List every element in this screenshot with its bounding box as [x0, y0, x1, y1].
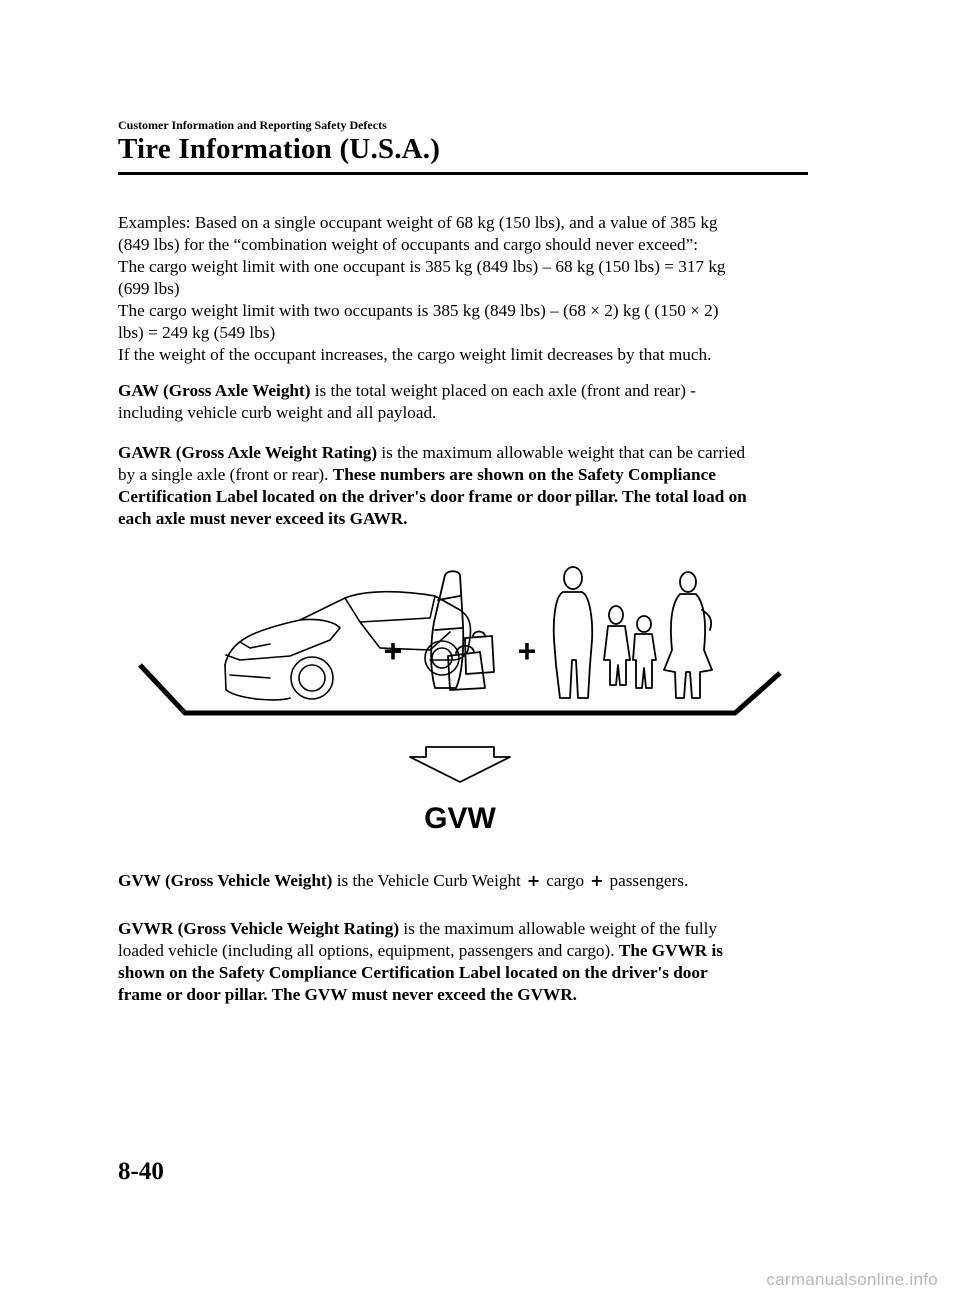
gvw-label: GVW: [424, 802, 496, 835]
gvw-illustration: [130, 560, 790, 845]
gvw-desc-b: cargo: [546, 871, 585, 890]
plus-sign-1: +: [383, 633, 403, 669]
examples-line-5: The cargo weight limit with two occupants is 385 kg (849 lbs) – (68 × 2) kg ( (150 × 2): [118, 301, 719, 320]
plus-sign-2: +: [517, 633, 537, 669]
gvwr-block: [118, 918, 813, 1006]
section-header: Customer Information and Reporting Safety Defects: [118, 118, 387, 132]
examples-line-3: The cargo weight limit with one occupant is 385 kg (849 lbs) – 68 kg (150 lbs) = 317 kg: [118, 257, 726, 276]
gvwr-desc-1: is the maximum allowable weight of the fully: [399, 919, 717, 938]
gvwr-line-2: [118, 940, 813, 962]
gawr-desc-2: by a single axle (front or rear).: [118, 465, 333, 484]
gvw-block: [118, 870, 813, 892]
gawr-line-3: Certification Label located on the driver's door frame or door pillar. The total load on: [118, 487, 747, 506]
gvw-line-1: [118, 870, 813, 892]
family-illustration-icon: [554, 567, 712, 698]
luggage-illustration-icon: [431, 571, 494, 690]
examples-line-1: Examples: Based on a single occupant weight of 68 kg (150 lbs), and a value of 385 kg: [118, 213, 718, 232]
gvwr-line-1: [118, 918, 813, 940]
gvwr-term: GVWR (Gross Vehicle Weight Rating): [118, 919, 400, 938]
gawr-line-2: [118, 464, 813, 486]
examples-line-7: If the weight of the occupant increases, the cargo weight limit decreases by that much.: [118, 345, 712, 364]
gvwr-line-3: shown on the Safety Compliance Certification Label located on the driver's door: [118, 963, 708, 982]
gvwr-line-4: frame or door pillar. The GVW must never exceed the GVWR.: [118, 985, 577, 1004]
examples-line-6: lbs) = 249 kg (549 lbs): [118, 323, 276, 342]
examples-line-4: (699 lbs): [118, 279, 180, 298]
examples-line-2: (849 lbs) for the “combination weight of occupants and cargo should never exceed”:: [118, 235, 699, 254]
plus-icon: +: [590, 871, 604, 890]
plus-icon: +: [526, 871, 541, 890]
gawr-line-4: each axle must never exceed its GAWR.: [118, 509, 408, 528]
gaw-term: GAW (Gross Axle Weight): [118, 381, 311, 400]
gvw-desc-a: is the Vehicle Curb Weight: [332, 871, 521, 890]
gawr-term: GAWR (Gross Axle Weight Rating): [118, 443, 378, 462]
gawr-block: [118, 442, 813, 530]
gawr-line-1: [118, 442, 813, 464]
gawr-desc-1: is the maximum allowable weight that can be carried: [377, 443, 746, 462]
gaw-line-1: [118, 380, 813, 402]
gaw-desc-1: is the total weight placed on each axle (front and rear) -: [310, 381, 697, 400]
header-rule: [118, 172, 808, 175]
watermark-text: carmanualsonline.info: [766, 1270, 938, 1289]
gvw-term: GVW (Gross Vehicle Weight): [118, 871, 333, 890]
page-title: Tire Information (U.S.A.): [118, 133, 441, 165]
examples-block: [118, 212, 813, 366]
gvwr-desc-2: loaded vehicle (including all options, equipment, passengers and cargo).: [118, 941, 619, 960]
gvwr-bold-2: The GVWR is: [618, 941, 723, 960]
gaw-block: [118, 380, 813, 424]
gawr-bold-2: These numbers are shown on the Safety Compliance: [332, 465, 716, 484]
gaw-line-2: including vehicle curb weight and all payload.: [118, 403, 437, 422]
down-arrow-icon: [410, 747, 510, 782]
gvw-desc-c: passengers.: [609, 871, 689, 890]
page-number: 8-40: [118, 1158, 164, 1185]
